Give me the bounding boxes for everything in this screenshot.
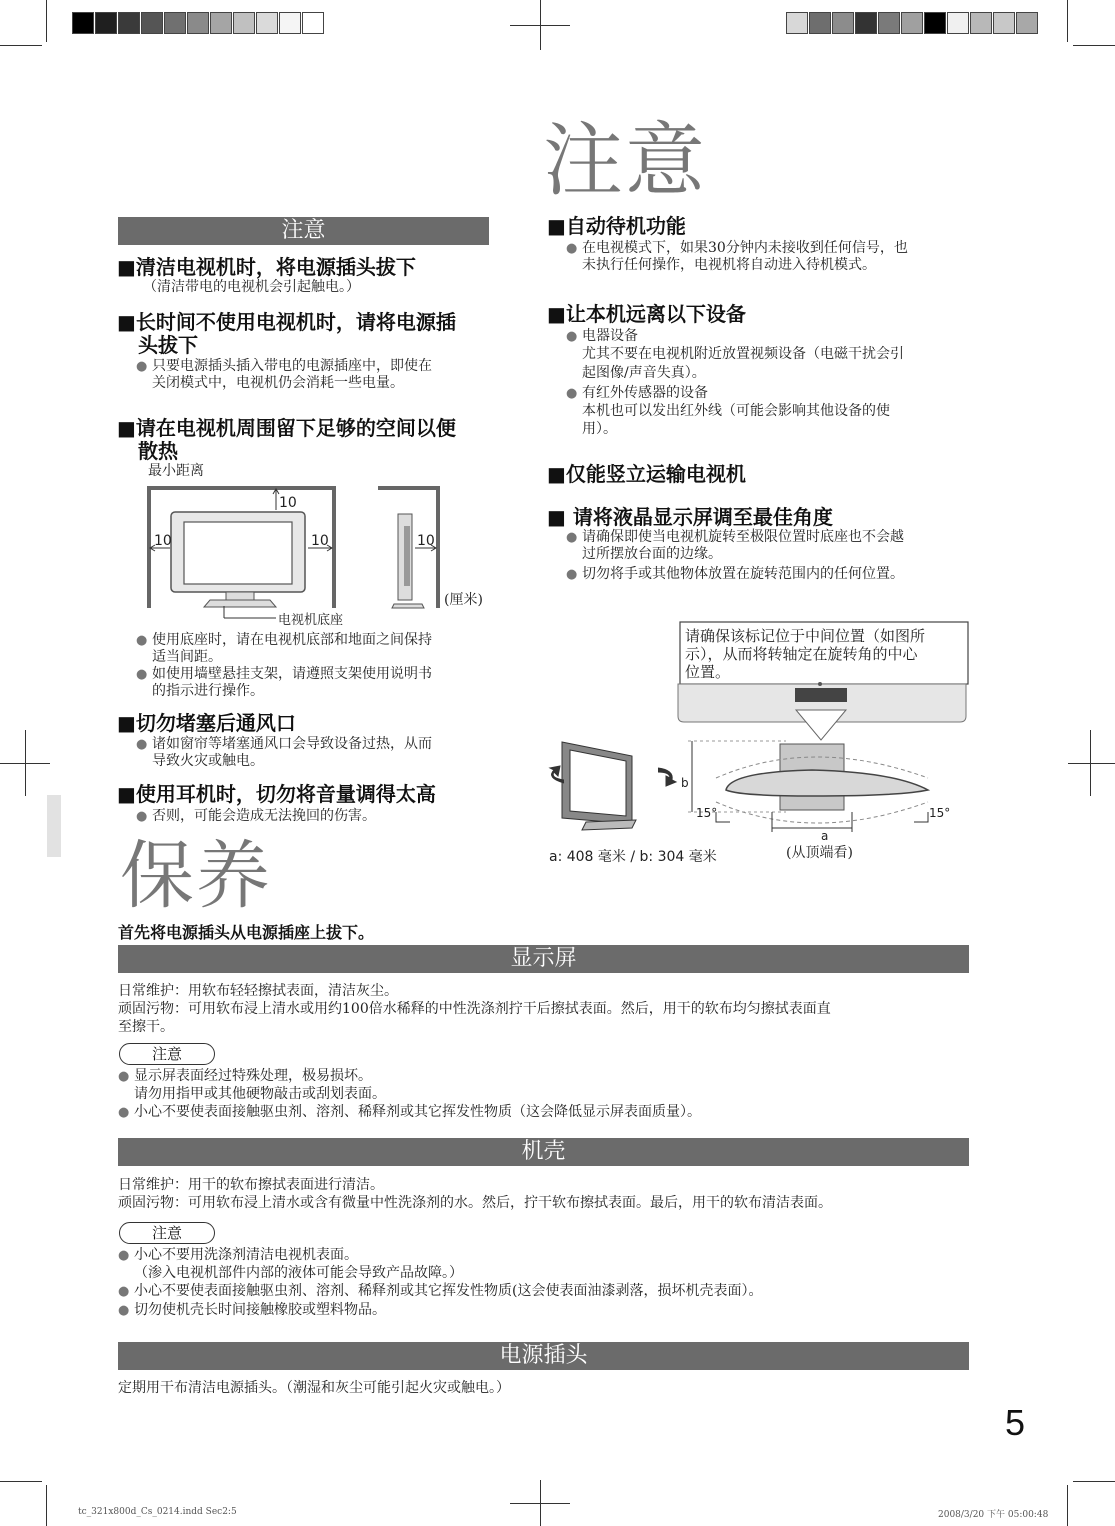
callout-pointer [796, 710, 846, 740]
bullet-electrical: ● 电器设备 [566, 328, 638, 345]
bullet-stand-gap-1: ● 使用底座时，请在电视机底部和地面之间保持 [136, 632, 432, 649]
plug-clean: 定期用干布清洁电源插头。（潮湿和灰尘可能引起火灾或触电。） [118, 1380, 510, 1396]
bullet-auto-standby-1: ● 在电视模式下，如果30分钟内未接收到任何信号，也 [566, 240, 908, 257]
tv-side-stand [392, 604, 424, 608]
callout-line-2: 示），从而将转轴定在旋转角的中心 [685, 645, 918, 663]
unit-label: (厘米) [444, 592, 483, 608]
crop-mark [1090, 730, 1091, 796]
heading-ventilation-space-2: 散热 [138, 439, 178, 463]
cabinet-daily: 日常维护：用干的软布擦拭表面进行清洁。 [118, 1177, 384, 1193]
cabinet-caution-badge: 注意 [119, 1222, 215, 1244]
color-swatch [187, 12, 209, 34]
tv-angled-screen [570, 750, 626, 816]
crop-mark [46, 0, 47, 42]
color-swatch [72, 12, 94, 34]
crop-mark [25, 730, 26, 796]
bullet-wall-mount-1: ● 如使用墙壁悬挂支架，请遵照支架使用说明书 [136, 666, 432, 683]
crop-mark [540, 0, 541, 50]
swivel-dimensions: a: 408 毫米 / b: 304 毫米 [549, 849, 717, 865]
bullet-vent-1: ● 诸如窗帘等堵塞通风口会导致设备过热，从而 [136, 736, 432, 753]
bullet-vent-2: 导致火灾或触电。 [152, 753, 264, 769]
crop-mark [46, 1485, 47, 1526]
color-swatch [210, 12, 232, 34]
care-title: 保养 [120, 833, 272, 919]
cabinet-bullet-1-cont: （渗入电视机部件内部的液体可能会导致产品故障。） [134, 1265, 463, 1281]
color-swatch [786, 12, 808, 34]
dim-left: 10 [154, 533, 172, 549]
color-swatch [256, 12, 278, 34]
bullet-swivel-edge-1: ● 请确保即使当电视机旋转至极限位置时底座也不会越 [566, 529, 904, 546]
page-number: 5 [1005, 1402, 1026, 1443]
color-bar-left [72, 12, 325, 34]
heading-ventilation-space-1: ■请在电视机周围留下足够的空间以便 [117, 416, 456, 440]
color-swatch [970, 12, 992, 34]
bullet-standby-power-2: 关闭模式中，电视机仍会消耗一些电量。 [152, 375, 404, 391]
clearance-diagram [140, 480, 490, 630]
tv-front-stand-neck [226, 592, 254, 600]
bullet-auto-standby-2: 未执行任何操作，电视机将自动进入待机模式。 [582, 257, 876, 273]
display-bullet-1-cont: 请勿用指甲或其他硬物敲击或刮划表面。 [134, 1086, 386, 1102]
color-swatch [901, 12, 923, 34]
infrared-detail-2: 用）。 [582, 421, 617, 437]
cabinet-bullet-3: ● 切勿使机壳长时间接触橡胶或塑料物品。 [118, 1302, 386, 1319]
bullet-infrared: ● 有红外传感器的设备 [566, 385, 708, 402]
min-distance-label: 最小距离 [148, 463, 204, 479]
bullet-swivel-edge-2: 过所摆放台面的边缘。 [582, 546, 722, 562]
bullet-headphones: ● 否则，可能会造成无法挽回的伤害。 [136, 808, 376, 825]
tv-front-screen [184, 522, 292, 584]
color-swatch [809, 12, 831, 34]
color-swatch [855, 12, 877, 34]
bullet-swivel-hands: ● 切勿将手或其他物体放置在旋转范围内的任何位置。 [566, 566, 904, 583]
color-swatch [141, 12, 163, 34]
footer-date: 2008/3/20 下午 05:00:48 [938, 1510, 1049, 1520]
infrared-detail-1: 本机也可以发出红外线（可能会影响其他设备的使 [582, 403, 890, 419]
tv-angled-stand [582, 820, 636, 830]
heading-upright-transport: ■仅能竖立运输电视机 [547, 462, 746, 486]
base-label: 电视机底座 [278, 613, 344, 628]
display-daily: 日常维护：用软布轻轻擦拭表面，清洁灰尘。 [118, 983, 398, 999]
footer-file: tc_321x800d_Cs_0214.indd Sec2:5 [78, 1507, 237, 1517]
color-swatch [118, 12, 140, 34]
heading-adjust-angle: ■ 请将液晶显示屏调至最佳角度 [547, 505, 833, 529]
bullet-stand-gap-2: 适当间距。 [152, 649, 222, 665]
crop-mark [1073, 45, 1115, 46]
crop-mark [0, 45, 42, 46]
cabinet-stubborn: 顽固污物：可用软布浸上清水或含有微量中性洗涤剂的水。然后，拧干软布擦拭表面。最后，用干的软布清洁表面。 [118, 1195, 832, 1211]
electrical-detail-1: 尤其不要在电视机附近放置视频设备（电磁干扰会引 [582, 346, 904, 362]
section-bar-caution: 注意 [118, 217, 489, 245]
color-swatch [302, 12, 324, 34]
color-swatch [947, 12, 969, 34]
display-stubborn-cont: 至擦干。 [118, 1019, 174, 1035]
heading-vent-block: ■切勿堵塞后通风口 [117, 711, 296, 735]
heading-clean-unplug: ■清洁电视机时，将电源插头拔下 [117, 255, 416, 279]
heading-headphones: ■使用耳机时，切勿将音量调得太高 [117, 782, 436, 806]
color-swatch [164, 12, 186, 34]
electrical-detail-2: 起图像/声音失真）。 [582, 365, 706, 381]
page-title: 注意 [543, 114, 707, 207]
heading-auto-standby: ■自动待机功能 [547, 214, 686, 238]
color-swatch [993, 12, 1015, 34]
cabinet-bullet-1: ● 小心不要用洗涤剂清洁电视机表面。 [118, 1247, 358, 1264]
side-tab [47, 795, 61, 857]
crop-mark [0, 1481, 42, 1482]
crop-mark [1067, 1485, 1068, 1526]
heading-keep-away: ■让本机远离以下设备 [547, 302, 746, 326]
callout-line-3: 位置。 [685, 663, 731, 681]
color-bar-right [786, 12, 1039, 34]
callout-line-1: 请确保该标记位于中间位置（如图所 [685, 627, 926, 645]
dim-right: 10 [311, 533, 329, 549]
color-swatch [924, 12, 946, 34]
cabinet-bullet-2: ● 小心不要使表面接触驱虫剂、溶剂、稀释剂或其它挥发性物质(这会使表面油漆剥落，损坏机壳表面）。 [118, 1283, 762, 1300]
crop-mark [1067, 0, 1068, 42]
note-clean: （清洁带电的电视机会引起触电。） [143, 279, 360, 295]
crop-mark [1068, 763, 1115, 764]
care-intro: 首先将电源插头从电源插座上拔下。 [118, 923, 375, 942]
display-bullet-1: ● 显示屏表面经过特殊处理，极易损坏。 [118, 1068, 372, 1085]
dim-side: 10 [417, 533, 435, 549]
color-swatch [1016, 12, 1038, 34]
color-swatch [279, 12, 301, 34]
display-stubborn: 顽固污物：可用软布浸上清水或用约100倍水稀释的中性洗涤剂拧干后擦拭表面。然后，用干的软布均匀擦拭表面直 [118, 1001, 831, 1017]
dim-b-label: b [681, 776, 689, 790]
color-swatch [233, 12, 255, 34]
section-bar-display: 显示屏 [118, 945, 969, 973]
angle-left-label: 15° [696, 806, 718, 820]
display-caution-badge: 注意 [119, 1043, 215, 1065]
rotate-arrow-right [658, 768, 676, 786]
heading-long-unused-1: ■长时间不使用电视机时，请将电源插 [117, 310, 456, 334]
tv-front-stand-base [204, 600, 276, 607]
view-from-top: (从顶端看) [786, 845, 853, 861]
bullet-wall-mount-2: 的指示进行操作。 [152, 683, 264, 699]
crop-mark [1073, 1481, 1115, 1482]
stand-base-top [726, 770, 928, 796]
display-bullet-2: ● 小心不要使表面接触驱虫剂、溶剂、稀释剂或其它挥发性物质（这会降低显示屏表面质量）。 [118, 1104, 701, 1121]
heading-long-unused-2: 头拔下 [138, 333, 198, 357]
dim-top: 10 [279, 495, 297, 511]
color-swatch [95, 12, 117, 34]
crop-mark [540, 1480, 541, 1526]
section-bar-plug: 电源插头 [118, 1342, 969, 1370]
stand-mark [795, 688, 847, 702]
color-swatch [878, 12, 900, 34]
bullet-standby-power-1: ● 只要电源插头插入带电的电源插座中，即使在 [136, 358, 432, 375]
angle-right-label: 15° [929, 806, 951, 820]
dim-a-label: a [821, 829, 829, 843]
section-bar-cabinet: 机壳 [118, 1138, 969, 1166]
color-swatch [832, 12, 854, 34]
